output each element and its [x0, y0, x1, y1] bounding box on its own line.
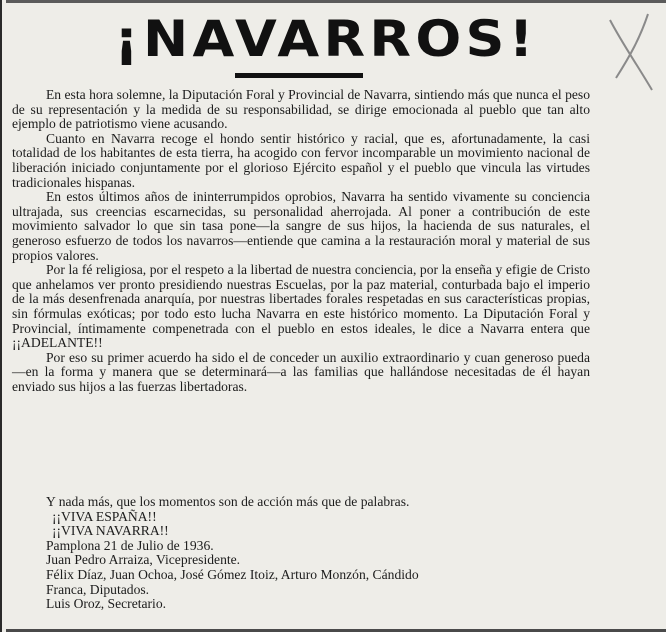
paragraph-5: Por eso su primer acuerdo ha sido el de conceder un auxilio extraordinario y cuan generoso pueda—en la forma y manera que se determinará—a las familias que hallándose necesitadas de él hayan enviado sus hijos a las fuerzas libertadoras. [12, 349, 590, 394]
pencil-x-mark-icon [602, 8, 662, 98]
headline-underline [235, 73, 363, 78]
top-border-rule [6, 0, 666, 3]
cheer-navarra: ¡¡VIVA NAVARRA!! [52, 523, 169, 539]
signer-secretary: Luis Oroz, Secretario. [46, 596, 167, 612]
paragraph-1: En esta hora solemne, la Diputación Foral y Provincial de Navarra, sintiendo más que nunca el peso de su representación y la medida de su responsabilidad, se dirige emocionada al pueblo que tan alto ejemplo de patriotismo viene acusando. [12, 87, 590, 132]
paragraph-4: Por la fé religiosa, por el respeto a la libertad de nuestra conciencia, por la enseña y efigie de Cristo que anhelamos ver pronto presidiendo nuestras Escuelas, por la paz material, conturbada bajo el imperio de la más desenfrenada anarquía, por nuestras libertades forales respetadas en sus características propias, sin fórmulas exóticas; por todo esto lucha Navarra en este histórico momento. La Diputación Foral y Provincial, íntimamente compenetrada con el pueblo en estos ideales, le dice a Navarra entera que ¡¡ADELANTE!! [12, 262, 590, 351]
cheer-espana: ¡¡VIVA ESPAÑA!! [52, 508, 157, 524]
paragraph-3: En estos últimos años de ininterrumpidos oprobios, Navarra ha sentido vivamente su conciencia ultrajada, sus creencias escarnecidas, su personalidad aherrojada. Al poner a contribución de este movimiento salvador lo que sin tasa pone—la sangre de sus hijos, la hacienda de sus naturales, el generoso esfuerzo de todos los navarros—entiende que camina a la restauración moral y material de sus propios valores. [12, 189, 590, 263]
signer-deputies-cont: Franca, Diputados. [46, 581, 150, 597]
paragraph-2: Cuanto en Navarra recoge el hondo sentir histórico y racial, que es, afortunadamente, la casi totalidad de los habitantes de esta tierra, ha acogido con fervor incomparable un movimiento nacional de liberación iniciado conjuntamente por el glorioso Ejército español y el pueblo que vincula las virtudes tradicionales hispanas. [12, 130, 590, 190]
signer-deputies: Félix Díaz, Juan Ochoa, José Gómez Itoiz, Arturo Monzón, Cándido [46, 566, 419, 582]
headline: ¡NAVARROS! [114, 10, 538, 68]
proclamation-body [12, 88, 590, 394]
closing-block [12, 495, 590, 612]
date-line: Pamplona 21 de Julio de 1936. [46, 537, 214, 553]
signer-vicepresident: Juan Pedro Arraiza, Vicepresidente. [46, 552, 241, 568]
closing-line: Y nada más, que los momentos son de acción más que de palabras. [46, 494, 410, 509]
